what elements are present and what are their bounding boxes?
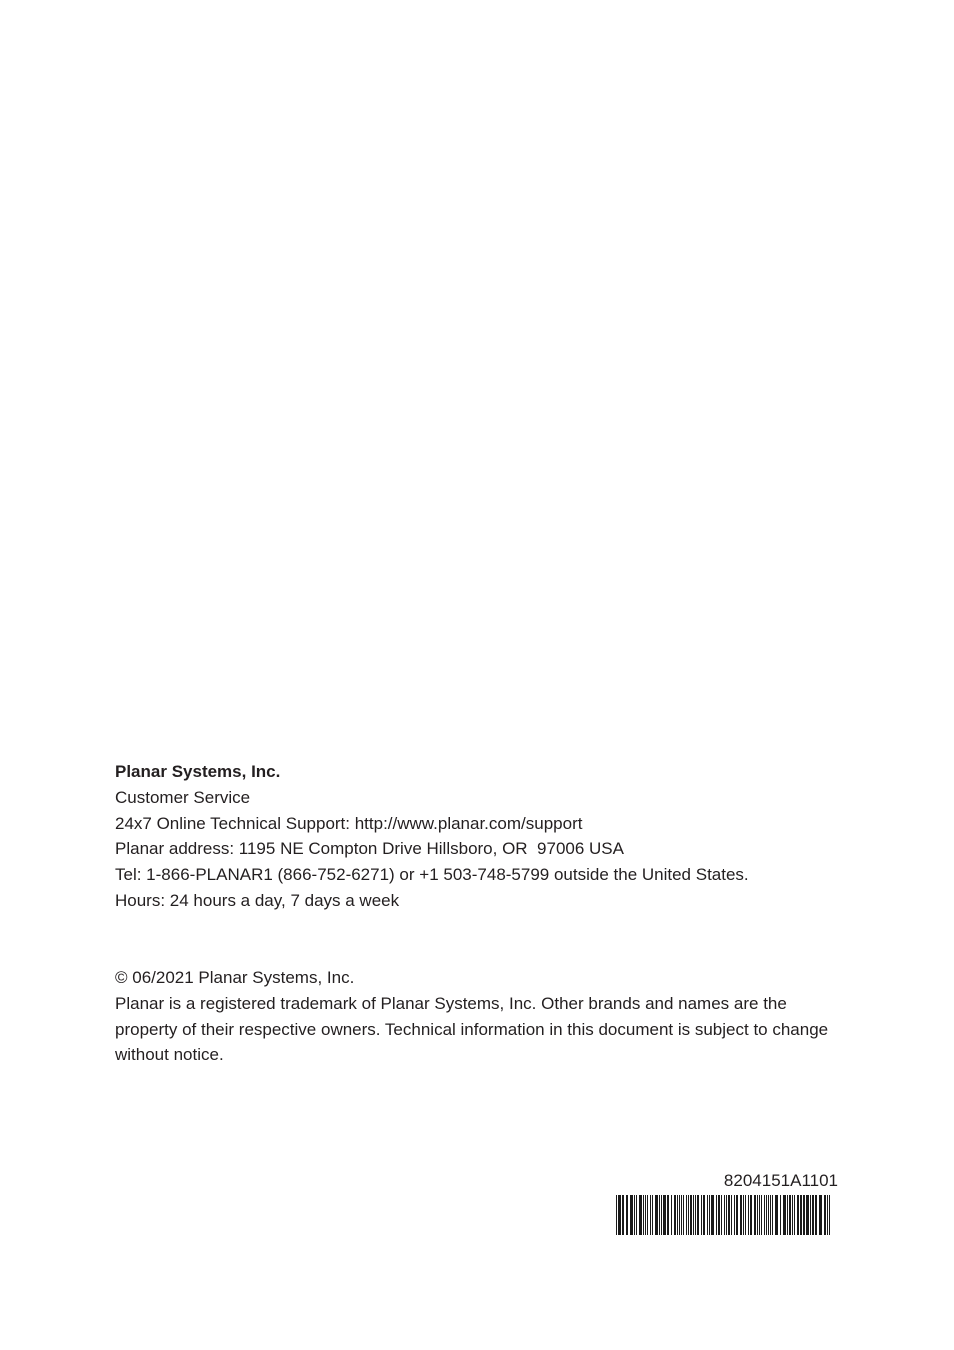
copyright-line: © 06/2021 Planar Systems, Inc.: [115, 968, 355, 987]
tel-line: Tel: 1-866-PLANAR1 (866-752-6271) or +1 503-748-5799 outside the United States.: [115, 865, 749, 885]
hours-line: Hours: 24 hours a day, 7 days a week: [115, 890, 400, 910]
address-line: Planar address: 1195 NE Compton Drive Hillsboro, OR 97006 USA: [115, 839, 624, 859]
contact-block: [115, 759, 855, 914]
customer-service-label: Customer Service: [115, 787, 251, 807]
support-line: 24x7 Online Technical Support: http://www.planar.com/support: [115, 813, 583, 833]
part-number: 8204151A1101: [723, 1171, 838, 1190]
barcode-icon: [616, 1195, 831, 1235]
legal-block: [115, 965, 835, 1068]
company-name: Planar Systems, Inc.: [115, 762, 281, 781]
trademark-notice: Planar is a registered trademark of Planar Systems, Inc. Other brands and names are the property of their respective owners. Technical information in this document is subject to change without notice.: [115, 993, 829, 1065]
